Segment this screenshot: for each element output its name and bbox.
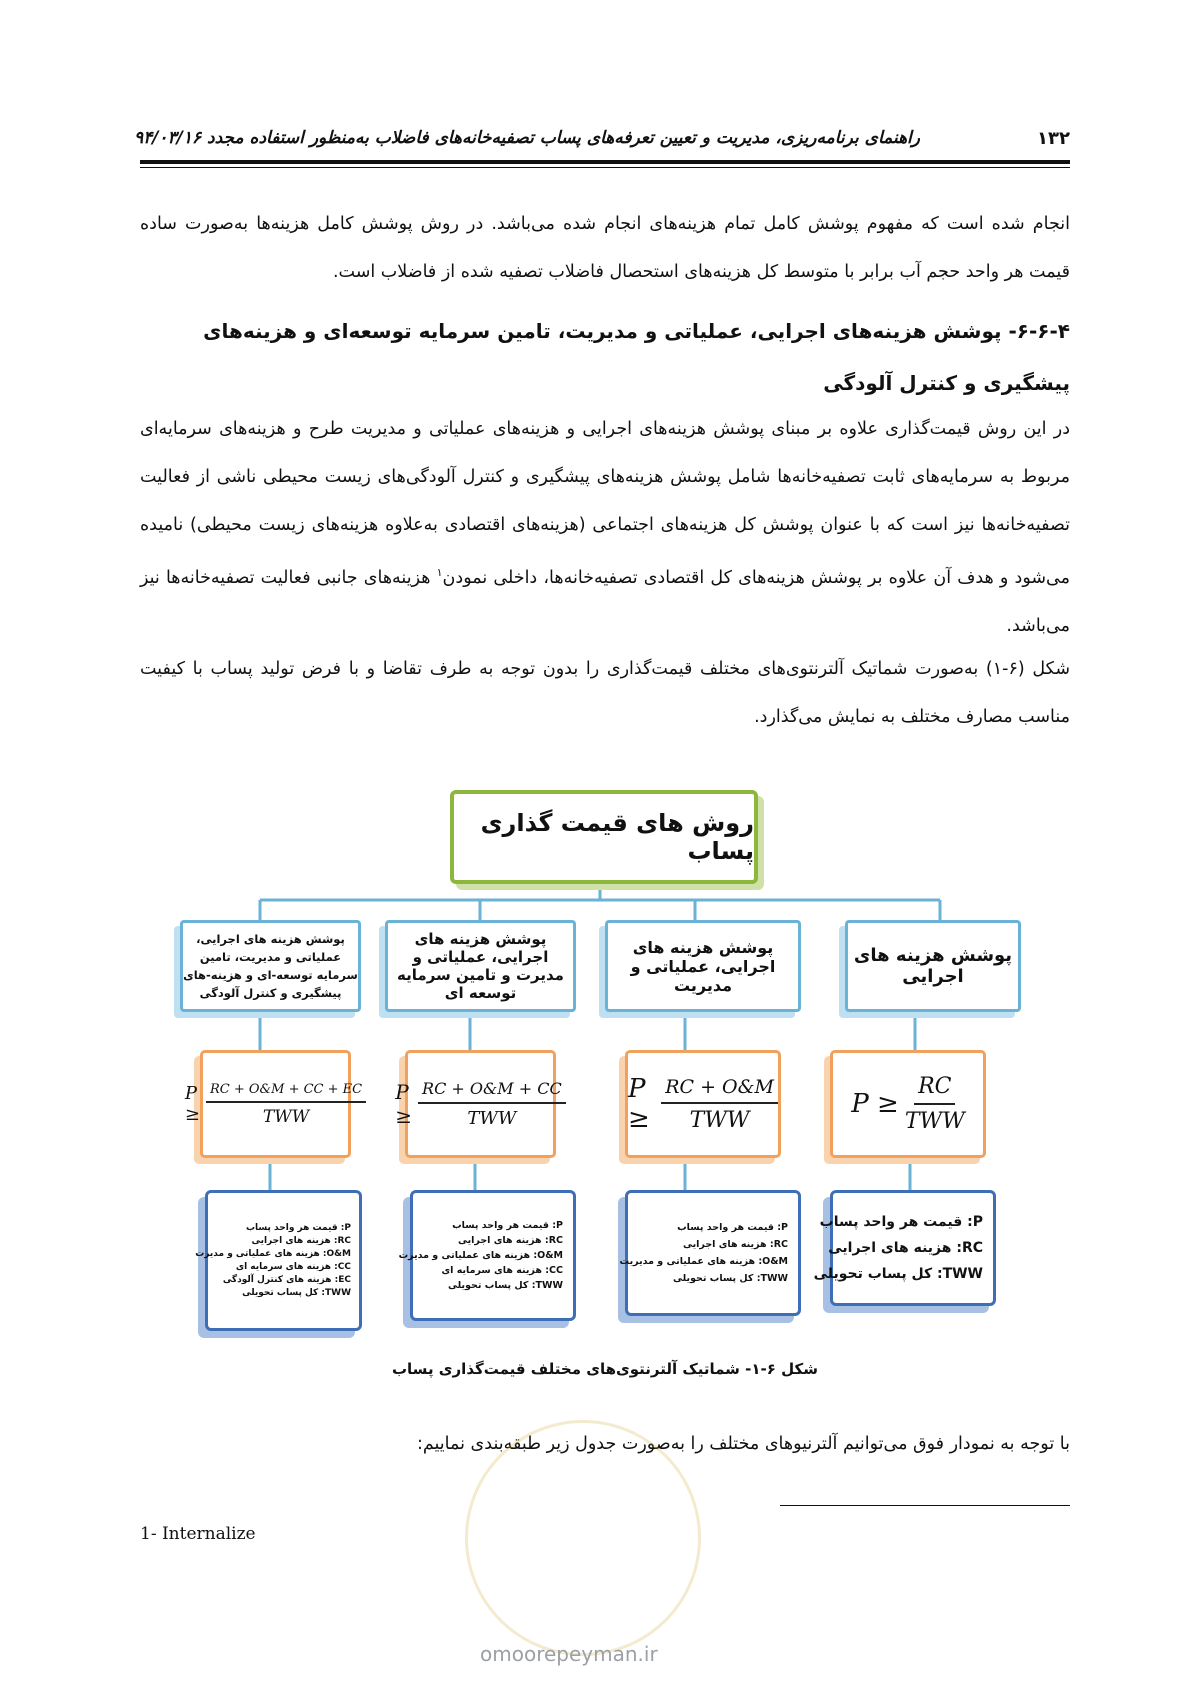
legend-box-3 xyxy=(398,1190,576,1321)
footnote-rule xyxy=(780,1505,1070,1506)
paragraph-4: با توجه به نمودار فوق می‌توانیم آلترنیوهای مختلف را به‌صورت جدول زیر طبقه‌بندی نماییم: xyxy=(416,1434,1070,1454)
formula-numerator: RC xyxy=(914,1074,955,1105)
formula-box-2 xyxy=(625,1050,781,1158)
formula-denominator: TWW xyxy=(467,1108,517,1129)
formula-box-3 xyxy=(395,1050,562,1158)
formula-lhs: P ≥ xyxy=(184,1083,201,1125)
category-box-4: پوشش هزینه های اجرایی، عملیاتی و مدیریت، تامین سرمایه توسعه-ای و هزینه-های پیشگیری و کنترل آلودگی xyxy=(180,920,361,1012)
header-rule-thin xyxy=(140,167,1070,168)
footnote-marker: ۱ xyxy=(436,566,443,579)
formula-box-1 xyxy=(830,1050,986,1158)
header-rule xyxy=(140,160,1070,164)
formula-lhs: P ≥ xyxy=(628,1074,650,1134)
legend-item: CC: هزینه های سرمایه ای xyxy=(441,1265,563,1276)
category-box-1: پوشش هزینه های اجرایی xyxy=(845,920,1021,1012)
legend-item: P: قیمت هر واحد پساب xyxy=(452,1220,563,1231)
legend-item: RC: هزینه های اجرایی xyxy=(682,1239,788,1250)
paragraph-2-text: در این روش قیمت‌گذاری علاوه بر مبنای پوشش هزینه‌های اجرایی و هزینه‌های عملیاتی و مدیریت طرح و هزینه‌های سرمایه‌ای مربوط به سرمایه‌های ثابت تصفیه‌خانه‌ها شامل پوشش هزینه‌های پیشگیری و کنترل آلودگی‌های زیست محیطی ناشی از فعالیت تصفیه‌خانه‌ها نیز است که با عنوان پوشش کل هزینه‌های اجتماعی (هزینه‌های اقتصادی به‌علاوه هزینه‌های زیست محیطی) نامیده می‌شود و هدف آن علاوه بر پوشش هزینه‌های کل اقتصادی تصفیه‌خانه‌ها، داخلی نمودن xyxy=(140,419,1070,588)
paragraph-2-tail: هزینه‌های جانبی فعالیت تصفیه‌خانه‌ها نیز می‌باشد. xyxy=(140,567,1070,636)
page-number: ۱۳۲ xyxy=(1037,128,1070,149)
section-heading: ۶-۶-۴- پوشش هزینه‌های اجرایی، عملیاتی و مدیریت، تامین سرمایه توسعه‌ای و هزینه‌های پیشگیری و کنترل آلودگی xyxy=(203,319,1070,395)
legend-item: EC: هزینه های کنترل آلودگی xyxy=(222,1275,351,1285)
legend-item: P: قیمت هر واحد پساب xyxy=(245,1223,351,1233)
legend-item: O&M: هزینه های عملیاتی و مدیرت xyxy=(195,1249,351,1259)
formula-box-4 xyxy=(184,1050,363,1158)
paragraph-3: شکل (۶-۱) به‌صورت شماتیک آلترنتوی‌های مختلف قیمت‌گذاری را بدون توجه به طرف تقاضا و با فرض تولید پساب با کیفیت مناسب مصارف مختلف به نمایش می‌گذارد. xyxy=(140,659,1070,727)
paragraph-1: انجام شده است که مفهوم پوشش کامل تمام هزینه‌های انجام شده می‌باشد. در روش پوشش کامل هزینه‌ها به‌صورت ساده قیمت هر واحد حجم آب برابر با متوسط کل هزینه‌های استحصال فاضلاب تصفیه شده از فاضلاب است. xyxy=(140,214,1070,282)
legend-box-1 xyxy=(813,1190,996,1306)
legend-item: TWW: کل پساب تحویلی xyxy=(673,1273,788,1284)
formula-numerator: RC + O&M xyxy=(661,1076,778,1104)
legend-box-2 xyxy=(619,1190,801,1316)
formula-denominator: TWW xyxy=(904,1109,965,1134)
legend-item: RC: هزینه های اجرایی xyxy=(457,1235,563,1246)
legend-item: TWW: کل پساب تحویلی xyxy=(242,1288,351,1298)
pricing-methods-diagram xyxy=(180,770,1040,1340)
formula-numerator: RC + O&M + CC xyxy=(418,1079,566,1104)
running-header-title: راهنمای برنامه‌ریزی، مدیریت و تعیین تعرفه‌های پساب تصفیه‌خانه‌های فاضلاب به‌منظور استفاده مجدد ۹۴/۰۳/۱۶ xyxy=(133,128,920,148)
watermark-text: omoorepeyman.ir xyxy=(480,1642,658,1666)
category-box-2: پوشش هزینه های اجرایی، عملیاتی و مدیریت xyxy=(605,920,801,1012)
legend-item: RC: هزینه های اجرایی xyxy=(828,1240,983,1256)
category-box-3: پوشش هزینه های اجرایی، عملیاتی و مدیرت و تامین سرمایه توسعه ای xyxy=(385,920,576,1012)
legend-box-4 xyxy=(195,1190,362,1331)
watermark-seal xyxy=(465,1420,701,1656)
formula-lhs: P ≥ xyxy=(395,1080,413,1128)
legend-item: O&M: هزینه های عملیاتی و مدیرت xyxy=(398,1250,563,1261)
legend-item: RC: هزینه های اجرایی xyxy=(251,1236,351,1246)
formula-numerator: RC + O&M + CC + EC xyxy=(206,1082,366,1103)
diagram-title-box: روش های قیمت گذاری پساب xyxy=(450,790,758,884)
formula-denominator: TWW xyxy=(689,1107,750,1133)
legend-item: TWW: کل پساب تحویلی xyxy=(448,1280,563,1291)
legend-item: O&M: هزینه های عملیاتی و مدیریت xyxy=(619,1256,788,1267)
figure-caption: شکل ۶-۱- شماتیک آلترنتوی‌های مختلف قیمت‌گذاری پساب xyxy=(391,1360,819,1378)
legend-item: P: قیمت هر واحد پساب xyxy=(677,1222,788,1233)
footnote: 1- Internalize xyxy=(140,1524,256,1544)
formula-lhs: P ≥ xyxy=(851,1089,899,1119)
legend-item: TWW: کل پساب تحویلی xyxy=(813,1266,983,1282)
formula-denominator: TWW xyxy=(262,1106,310,1127)
legend-item: CC: هزینه های سرمایه ای xyxy=(235,1262,351,1272)
legend-item: P: قیمت هر واحد پساب xyxy=(819,1214,983,1230)
paragraph-2 xyxy=(140,405,1070,650)
